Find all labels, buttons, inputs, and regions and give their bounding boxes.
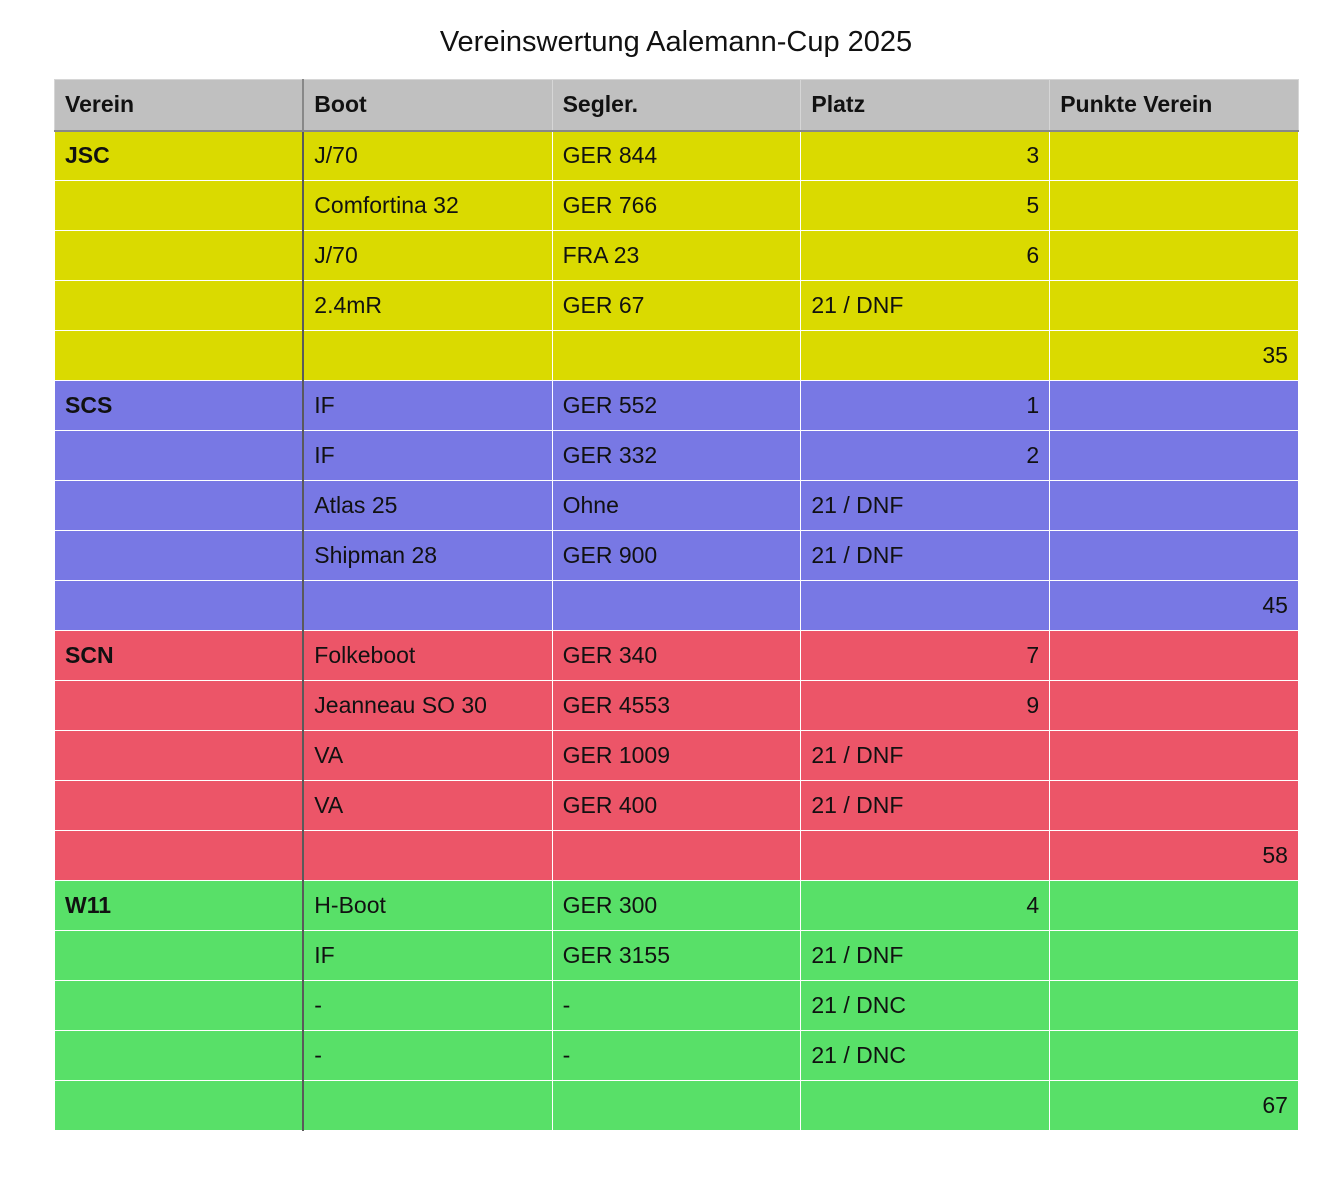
table-row xyxy=(55,781,1299,831)
cell-empty[interactable] xyxy=(55,831,304,881)
table-row xyxy=(55,631,1299,681)
cell-platz[interactable]: 2 xyxy=(801,431,1050,481)
cell-punkte[interactable] xyxy=(1050,681,1299,731)
cell-boot[interactable]: IF xyxy=(303,931,552,981)
cell-empty[interactable] xyxy=(552,1081,801,1131)
cell-boot[interactable]: - xyxy=(303,981,552,1031)
cell-punkte[interactable] xyxy=(1050,531,1299,581)
cell-empty[interactable] xyxy=(303,331,552,381)
cell-punkte[interactable] xyxy=(1050,731,1299,781)
cell-punkte-total[interactable]: 45 xyxy=(1050,581,1299,631)
cell-verein[interactable]: SCS xyxy=(55,381,304,431)
cell-segler[interactable]: - xyxy=(552,1031,801,1081)
cell-verein[interactable] xyxy=(55,1031,304,1081)
cell-verein[interactable] xyxy=(55,931,304,981)
cell-boot[interactable]: H-Boot xyxy=(303,881,552,931)
cell-punkte[interactable] xyxy=(1050,181,1299,231)
cell-platz[interactable]: 21 / DNC xyxy=(801,981,1050,1031)
header-punkte-verein[interactable]: Punkte Verein xyxy=(1050,80,1299,131)
cell-verein[interactable] xyxy=(55,281,304,331)
cell-verein[interactable] xyxy=(55,231,304,281)
cell-platz[interactable]: 4 xyxy=(801,881,1050,931)
cell-platz[interactable]: 21 / DNF xyxy=(801,481,1050,531)
table-row xyxy=(55,181,1299,231)
cell-segler[interactable]: GER 332 xyxy=(552,431,801,481)
table-row xyxy=(55,681,1299,731)
cell-boot[interactable]: Shipman 28 xyxy=(303,531,552,581)
cell-boot[interactable]: Atlas 25 xyxy=(303,481,552,531)
cell-segler[interactable]: GER 552 xyxy=(552,381,801,431)
table-row xyxy=(55,431,1299,481)
results-table xyxy=(54,79,1299,1131)
header-segler[interactable]: Segler. xyxy=(552,80,801,131)
table-row xyxy=(55,231,1299,281)
cell-verein[interactable] xyxy=(55,181,304,231)
cell-segler[interactable]: - xyxy=(552,981,801,1031)
cell-segler[interactable]: GER 67 xyxy=(552,281,801,331)
cell-verein[interactable] xyxy=(55,431,304,481)
cell-punkte-total[interactable]: 35 xyxy=(1050,331,1299,381)
cell-empty[interactable] xyxy=(55,1081,304,1131)
cell-platz[interactable]: 21 / DNC xyxy=(801,1031,1050,1081)
table-row xyxy=(55,531,1299,581)
cell-punkte[interactable] xyxy=(1050,381,1299,431)
table-row xyxy=(55,931,1299,981)
cell-punkte[interactable] xyxy=(1050,981,1299,1031)
cell-segler[interactable]: GER 300 xyxy=(552,881,801,931)
cell-segler[interactable]: GER 340 xyxy=(552,631,801,681)
cell-verein[interactable] xyxy=(55,781,304,831)
cell-platz[interactable]: 21 / DNF xyxy=(801,531,1050,581)
table-row xyxy=(55,981,1299,1031)
cell-punkte[interactable] xyxy=(1050,131,1299,181)
cell-segler[interactable]: FRA 23 xyxy=(552,231,801,281)
cell-boot[interactable]: J/70 xyxy=(303,231,552,281)
page-title: Vereinswertung Aalemann-Cup 2025 xyxy=(439,26,913,58)
cell-boot[interactable]: IF xyxy=(303,381,552,431)
cell-platz[interactable]: 21 / DNF xyxy=(801,931,1050,981)
cell-punkte[interactable] xyxy=(1050,1031,1299,1081)
cell-punkte[interactable] xyxy=(1050,631,1299,681)
cell-verein[interactable] xyxy=(55,481,304,531)
cell-boot[interactable]: VA xyxy=(303,781,552,831)
cell-empty[interactable] xyxy=(801,581,1050,631)
cell-empty[interactable] xyxy=(552,831,801,881)
table-body xyxy=(55,131,1299,1131)
table-row xyxy=(55,881,1299,931)
cell-platz[interactable]: 21 / DNF xyxy=(801,781,1050,831)
cell-empty[interactable] xyxy=(55,331,304,381)
cell-empty[interactable] xyxy=(801,1081,1050,1131)
cell-verein[interactable] xyxy=(55,681,304,731)
cell-punkte[interactable] xyxy=(1050,281,1299,331)
cell-platz[interactable]: 21 / DNF xyxy=(801,281,1050,331)
table-row xyxy=(55,281,1299,331)
cell-verein[interactable] xyxy=(55,731,304,781)
header-platz[interactable]: Platz xyxy=(801,80,1050,131)
cell-punkte-total[interactable]: 67 xyxy=(1050,1081,1299,1131)
cell-segler[interactable]: Ohne xyxy=(552,481,801,531)
cell-punkte[interactable] xyxy=(1050,231,1299,281)
cell-empty[interactable] xyxy=(55,581,304,631)
table-row xyxy=(55,1031,1299,1081)
cell-empty[interactable] xyxy=(303,581,552,631)
cell-verein[interactable]: W11 xyxy=(55,881,304,931)
cell-platz[interactable]: 6 xyxy=(801,231,1050,281)
cell-platz[interactable]: 7 xyxy=(801,631,1050,681)
cell-punkte[interactable] xyxy=(1050,781,1299,831)
cell-segler[interactable]: GER 3155 xyxy=(552,931,801,981)
table-row xyxy=(55,381,1299,431)
total-row xyxy=(55,581,1299,631)
cell-verein[interactable]: JSC xyxy=(55,131,304,181)
table-row xyxy=(55,481,1299,531)
cell-segler[interactable]: GER 1009 xyxy=(552,731,801,781)
cell-platz[interactable]: 21 / DNF xyxy=(801,731,1050,781)
cell-boot[interactable]: J/70 xyxy=(303,131,552,181)
cell-verein[interactable] xyxy=(55,531,304,581)
cell-empty[interactable] xyxy=(801,831,1050,881)
cell-punkte[interactable] xyxy=(1050,931,1299,981)
cell-segler[interactable]: GER 766 xyxy=(552,181,801,231)
cell-verein[interactable] xyxy=(55,981,304,1031)
cell-punkte-total[interactable]: 58 xyxy=(1050,831,1299,881)
cell-punkte[interactable] xyxy=(1050,431,1299,481)
table-row xyxy=(55,731,1299,781)
header-boot[interactable]: Boot xyxy=(303,80,552,131)
cell-boot[interactable]: - xyxy=(303,1031,552,1081)
cell-boot[interactable]: Jeanneau SO 30 xyxy=(303,681,552,731)
header-verein[interactable]: Verein xyxy=(55,80,304,131)
cell-platz[interactable]: 5 xyxy=(801,181,1050,231)
cell-segler[interactable]: GER 4553 xyxy=(552,681,801,731)
total-row xyxy=(55,331,1299,381)
cell-verein[interactable]: SCN xyxy=(55,631,304,681)
cell-boot[interactable]: 2.4mR xyxy=(303,281,552,331)
cell-platz[interactable]: 3 xyxy=(801,131,1050,181)
cell-empty[interactable] xyxy=(801,331,1050,381)
table-header xyxy=(55,80,1299,131)
cell-empty[interactable] xyxy=(303,831,552,881)
cell-punkte[interactable] xyxy=(1050,481,1299,531)
cell-punkte[interactable] xyxy=(1050,881,1299,931)
total-row xyxy=(55,831,1299,881)
cell-boot[interactable]: VA xyxy=(303,731,552,781)
cell-boot[interactable]: Folkeboot xyxy=(303,631,552,681)
cell-platz[interactable]: 1 xyxy=(801,381,1050,431)
cell-empty[interactable] xyxy=(303,1081,552,1131)
cell-empty[interactable] xyxy=(552,331,801,381)
header-row xyxy=(55,80,1299,131)
cell-segler[interactable]: GER 900 xyxy=(552,531,801,581)
cell-empty[interactable] xyxy=(552,581,801,631)
cell-platz[interactable]: 9 xyxy=(801,681,1050,731)
total-row xyxy=(55,1081,1299,1131)
cell-segler[interactable]: GER 400 xyxy=(552,781,801,831)
cell-boot[interactable]: Comfortina 32 xyxy=(303,181,552,231)
cell-segler[interactable]: GER 844 xyxy=(552,131,801,181)
table-row xyxy=(55,131,1299,181)
cell-boot[interactable]: IF xyxy=(303,431,552,481)
